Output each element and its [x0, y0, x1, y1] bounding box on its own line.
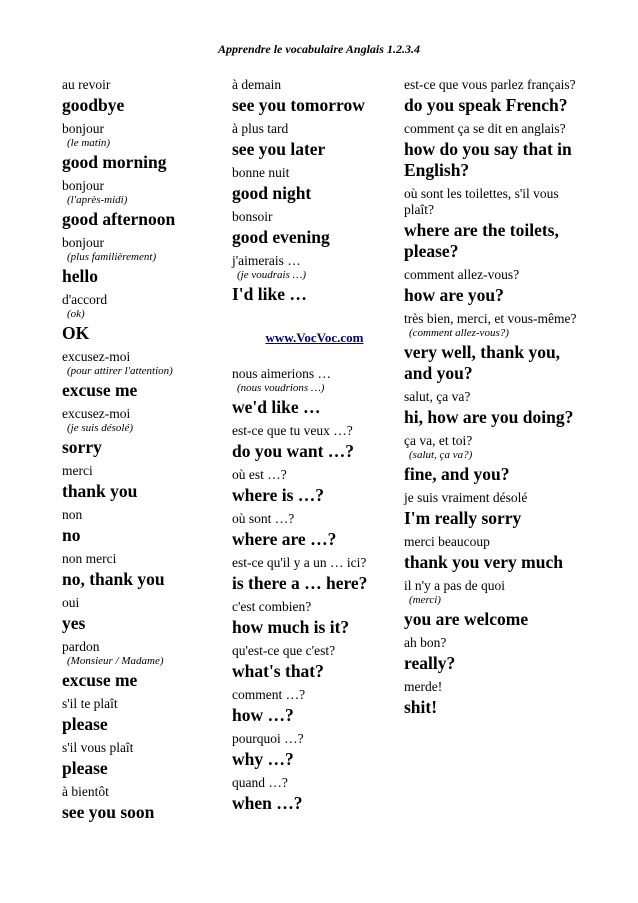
english-phrase: is there a … here? — [232, 573, 368, 593]
english-phrase: what's that? — [232, 661, 324, 681]
french-phrase: pardon — [62, 639, 100, 654]
vocab-entry — [232, 599, 397, 643]
usage-note: (Monsieur / Madame) — [67, 655, 164, 667]
french-phrase: au revoir — [62, 77, 111, 92]
vocab-entry — [404, 186, 582, 267]
vocab-entry — [232, 511, 397, 555]
english-phrase: OK — [62, 323, 90, 343]
english-phrase: please — [62, 758, 108, 778]
vocab-entry — [404, 578, 582, 635]
english-phrase: good night — [232, 183, 312, 203]
vocab-entry — [232, 121, 397, 165]
english-phrase: no — [62, 525, 81, 545]
column-2-top — [232, 77, 397, 310]
english-phrase: how do you say that in English? — [404, 139, 572, 180]
french-phrase: comment allez-vous? — [404, 267, 520, 282]
french-phrase: s'il vous plaît — [62, 740, 134, 755]
vocab-entry — [232, 555, 397, 599]
vocab-entry — [62, 235, 227, 292]
english-phrase: see you later — [232, 139, 326, 159]
english-phrase: I'm really sorry — [404, 508, 522, 528]
usage-note: (l'après-midi) — [67, 194, 128, 206]
french-phrase: d'accord — [62, 292, 108, 307]
usage-note: (le matin) — [67, 137, 111, 149]
usage-note: (merci) — [409, 594, 441, 606]
french-phrase: bonjour — [62, 121, 104, 136]
french-phrase: merci beaucoup — [404, 534, 490, 549]
french-phrase: est-ce que tu veux …? — [232, 423, 353, 438]
english-phrase: no, thank you — [62, 569, 165, 589]
english-phrase: excuse me — [62, 380, 138, 400]
french-phrase: ah bon? — [404, 635, 447, 650]
english-phrase: thank you — [62, 481, 138, 501]
french-phrase: comment ça se dit en anglais? — [404, 121, 566, 136]
usage-note: (nous voudrions …) — [237, 382, 325, 394]
vocab-entry — [404, 635, 582, 679]
vocab-entry — [62, 406, 227, 463]
french-phrase: est-ce que vous parlez français? — [404, 77, 576, 92]
english-phrase: where is …? — [232, 485, 325, 505]
french-phrase: merde! — [404, 679, 443, 694]
french-phrase: qu'est-ce que c'est? — [232, 643, 336, 658]
column-2-bottom — [232, 366, 397, 819]
french-phrase: non — [62, 507, 83, 522]
english-phrase: very well, thank you, and you? — [404, 342, 561, 383]
vocab-entry — [62, 696, 227, 740]
french-phrase: très bien, merci, et vous-même? — [404, 311, 577, 326]
english-phrase: how …? — [232, 705, 294, 725]
usage-note: (pour attirer l'attention) — [67, 365, 173, 377]
french-phrase: c'est combien? — [232, 599, 312, 614]
french-phrase: à bientôt — [62, 784, 109, 799]
english-phrase: excuse me — [62, 670, 138, 690]
vocab-entry — [232, 165, 397, 209]
vocab-entry — [232, 366, 397, 423]
column-2 — [232, 77, 397, 819]
english-phrase: hi, how are you doing? — [404, 407, 574, 427]
vocab-entry — [404, 534, 582, 578]
english-phrase: how much is it? — [232, 617, 350, 637]
french-phrase: bonsoir — [232, 209, 273, 224]
french-phrase: bonne nuit — [232, 165, 290, 180]
vocab-entry — [62, 121, 227, 178]
vocab-entry — [404, 433, 582, 490]
french-phrase: excusez-moi — [62, 349, 131, 364]
vocab-entry — [232, 253, 397, 310]
vocab-entry — [232, 209, 397, 253]
column-3 — [404, 77, 582, 723]
usage-note: (je suis désolé) — [67, 422, 133, 434]
french-phrase: nous aimerions … — [232, 366, 331, 381]
vocab-entry — [232, 643, 397, 687]
french-phrase: comment …? — [232, 687, 306, 702]
vocab-entry — [62, 595, 227, 639]
english-phrase: good evening — [232, 227, 330, 247]
french-phrase: bonjour — [62, 235, 104, 250]
vocab-entry — [404, 490, 582, 534]
english-phrase: where are the toilets, please? — [404, 220, 559, 261]
french-phrase: à plus tard — [232, 121, 289, 136]
english-phrase: fine, and you? — [404, 464, 510, 484]
french-phrase: j'aimerais … — [232, 253, 301, 268]
english-phrase: yes — [62, 613, 86, 633]
vocab-entry — [404, 121, 582, 186]
vocab-entry — [62, 551, 227, 595]
french-phrase: où sont …? — [232, 511, 295, 526]
english-phrase: goodbye — [62, 95, 125, 115]
website-link[interactable]: www.VocVoc.com — [265, 330, 364, 345]
vocab-entry — [62, 639, 227, 696]
vocab-entry — [232, 467, 397, 511]
french-phrase: s'il te plaît — [62, 696, 118, 711]
vocab-entry — [404, 267, 582, 311]
vocab-entry — [62, 463, 227, 507]
vocab-entry — [232, 423, 397, 467]
english-phrase: how are you? — [404, 285, 504, 305]
english-phrase: when …? — [232, 793, 303, 813]
usage-note: (je voudrais …) — [237, 269, 307, 281]
vocab-entry — [62, 507, 227, 551]
vocab-entry — [404, 311, 582, 389]
english-phrase: thank you very much — [404, 552, 563, 572]
vocab-entry — [62, 740, 227, 784]
french-phrase: merci — [62, 463, 93, 478]
english-phrase: see you tomorrow — [232, 95, 365, 115]
vocab-entry — [404, 77, 582, 121]
french-phrase: non merci — [62, 551, 117, 566]
french-phrase: bonjour — [62, 178, 104, 193]
vocab-entry — [62, 178, 227, 235]
english-phrase: I'd like … — [232, 284, 307, 304]
french-phrase: pourquoi …? — [232, 731, 304, 746]
page-title: Apprendre le vocabulaire Anglais 1.2.3.4 — [218, 42, 420, 56]
french-phrase: oui — [62, 595, 80, 610]
french-phrase: où sont les toilettes, s'il vous plaît? — [404, 186, 559, 217]
vocab-entry — [404, 389, 582, 433]
usage-note: (comment allez-vous?) — [409, 327, 509, 339]
vocab-entry — [232, 687, 397, 731]
vocab-entry — [62, 784, 227, 828]
english-phrase: where are …? — [232, 529, 337, 549]
french-phrase: ça va, et toi? — [404, 433, 473, 448]
english-phrase: you are welcome — [404, 609, 529, 629]
usage-note: (ok) — [67, 308, 85, 320]
english-phrase: why …? — [232, 749, 294, 769]
usage-note: (plus familièrement) — [67, 251, 157, 263]
french-phrase: je suis vraiment désolé — [404, 490, 528, 505]
vocab-entry — [232, 77, 397, 121]
english-phrase: do you want …? — [232, 441, 355, 461]
english-phrase: we'd like … — [232, 397, 321, 417]
french-phrase: excusez-moi — [62, 406, 131, 421]
english-phrase: good morning — [62, 152, 167, 172]
vocab-entry — [62, 349, 227, 406]
usage-note: (salut, ça va?) — [409, 449, 473, 461]
vocab-entry — [232, 731, 397, 775]
english-phrase: good afternoon — [62, 209, 176, 229]
english-phrase: hello — [62, 266, 98, 286]
vocab-entry — [232, 775, 397, 819]
english-phrase: sorry — [62, 437, 102, 457]
french-phrase: quand …? — [232, 775, 288, 790]
french-phrase: où est …? — [232, 467, 287, 482]
english-phrase: see you soon — [62, 802, 155, 822]
column-1 — [62, 77, 227, 828]
english-phrase: do you speak French? — [404, 95, 568, 115]
english-phrase: please — [62, 714, 108, 734]
french-phrase: il n'y a pas de quoi — [404, 578, 506, 593]
french-phrase: salut, ça va? — [404, 389, 471, 404]
vocab-entry — [62, 77, 227, 121]
french-phrase: à demain — [232, 77, 282, 92]
english-phrase: really? — [404, 653, 456, 673]
vocab-entry — [404, 679, 582, 723]
vocab-entry — [62, 292, 227, 349]
french-phrase: est-ce qu'il y a un … ici? — [232, 555, 367, 570]
english-phrase: shit! — [404, 697, 438, 717]
